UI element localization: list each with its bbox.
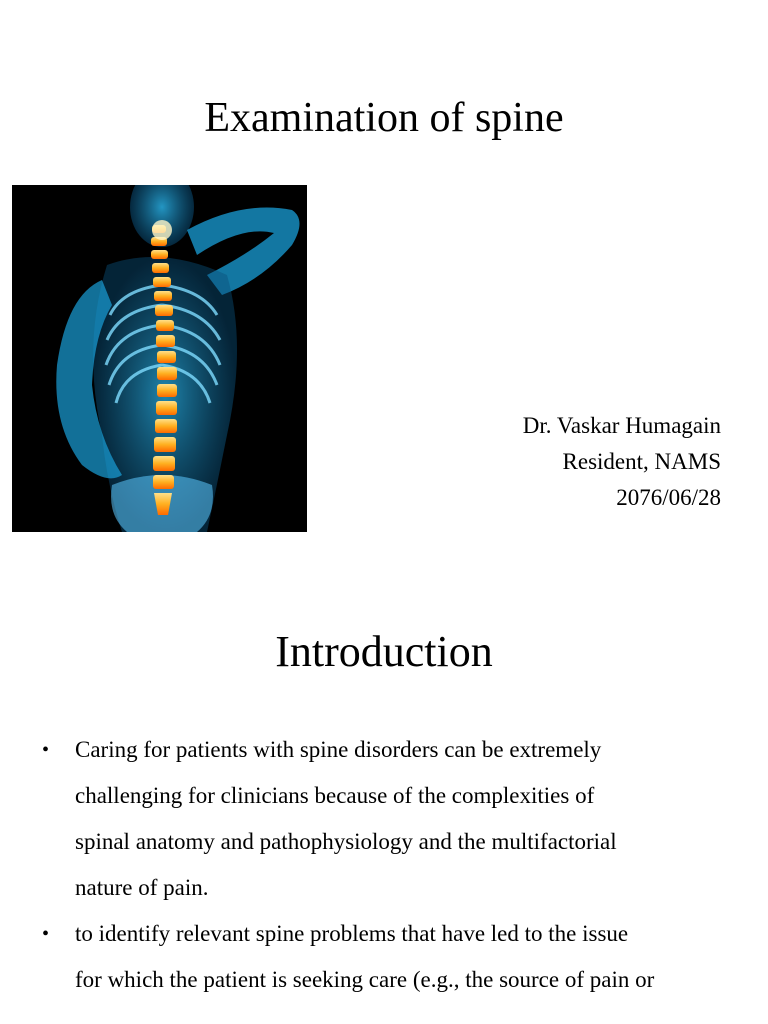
author-role: Resident, NAMS bbox=[562, 449, 721, 474]
bullet-item bbox=[40, 727, 740, 911]
bullet-list bbox=[40, 727, 740, 1003]
bullet-line: Caring for patients with spine disorders can be extremely bbox=[75, 737, 602, 762]
introduction-slide bbox=[0, 576, 768, 1024]
bullet-line: spinal anatomy and pathophysiology and the multifactorial bbox=[75, 829, 617, 854]
slide-title: Introduction bbox=[275, 627, 493, 676]
bullet-item bbox=[40, 911, 740, 1003]
bullet-symbol: • bbox=[42, 923, 50, 945]
bullet-line: for which the patient is seeking care (e.g., the source of pain or bbox=[75, 967, 655, 992]
spine-xray-image bbox=[12, 185, 307, 532]
bullet-line: to identify relevant spine problems that have led to the issue bbox=[75, 921, 629, 946]
slide-title: Examination of spine bbox=[204, 95, 564, 141]
bullet-line: challenging for clinicians because of the complexities of bbox=[75, 783, 595, 808]
spine-illustration bbox=[12, 185, 307, 532]
bullet-symbol: • bbox=[42, 739, 50, 761]
presentation-date: 2076/06/28 bbox=[616, 485, 721, 510]
author-block bbox=[523, 408, 721, 516]
author-name: Dr. Vaskar Humagain bbox=[522, 413, 721, 438]
bullet-line: nature of pain. bbox=[75, 875, 209, 900]
